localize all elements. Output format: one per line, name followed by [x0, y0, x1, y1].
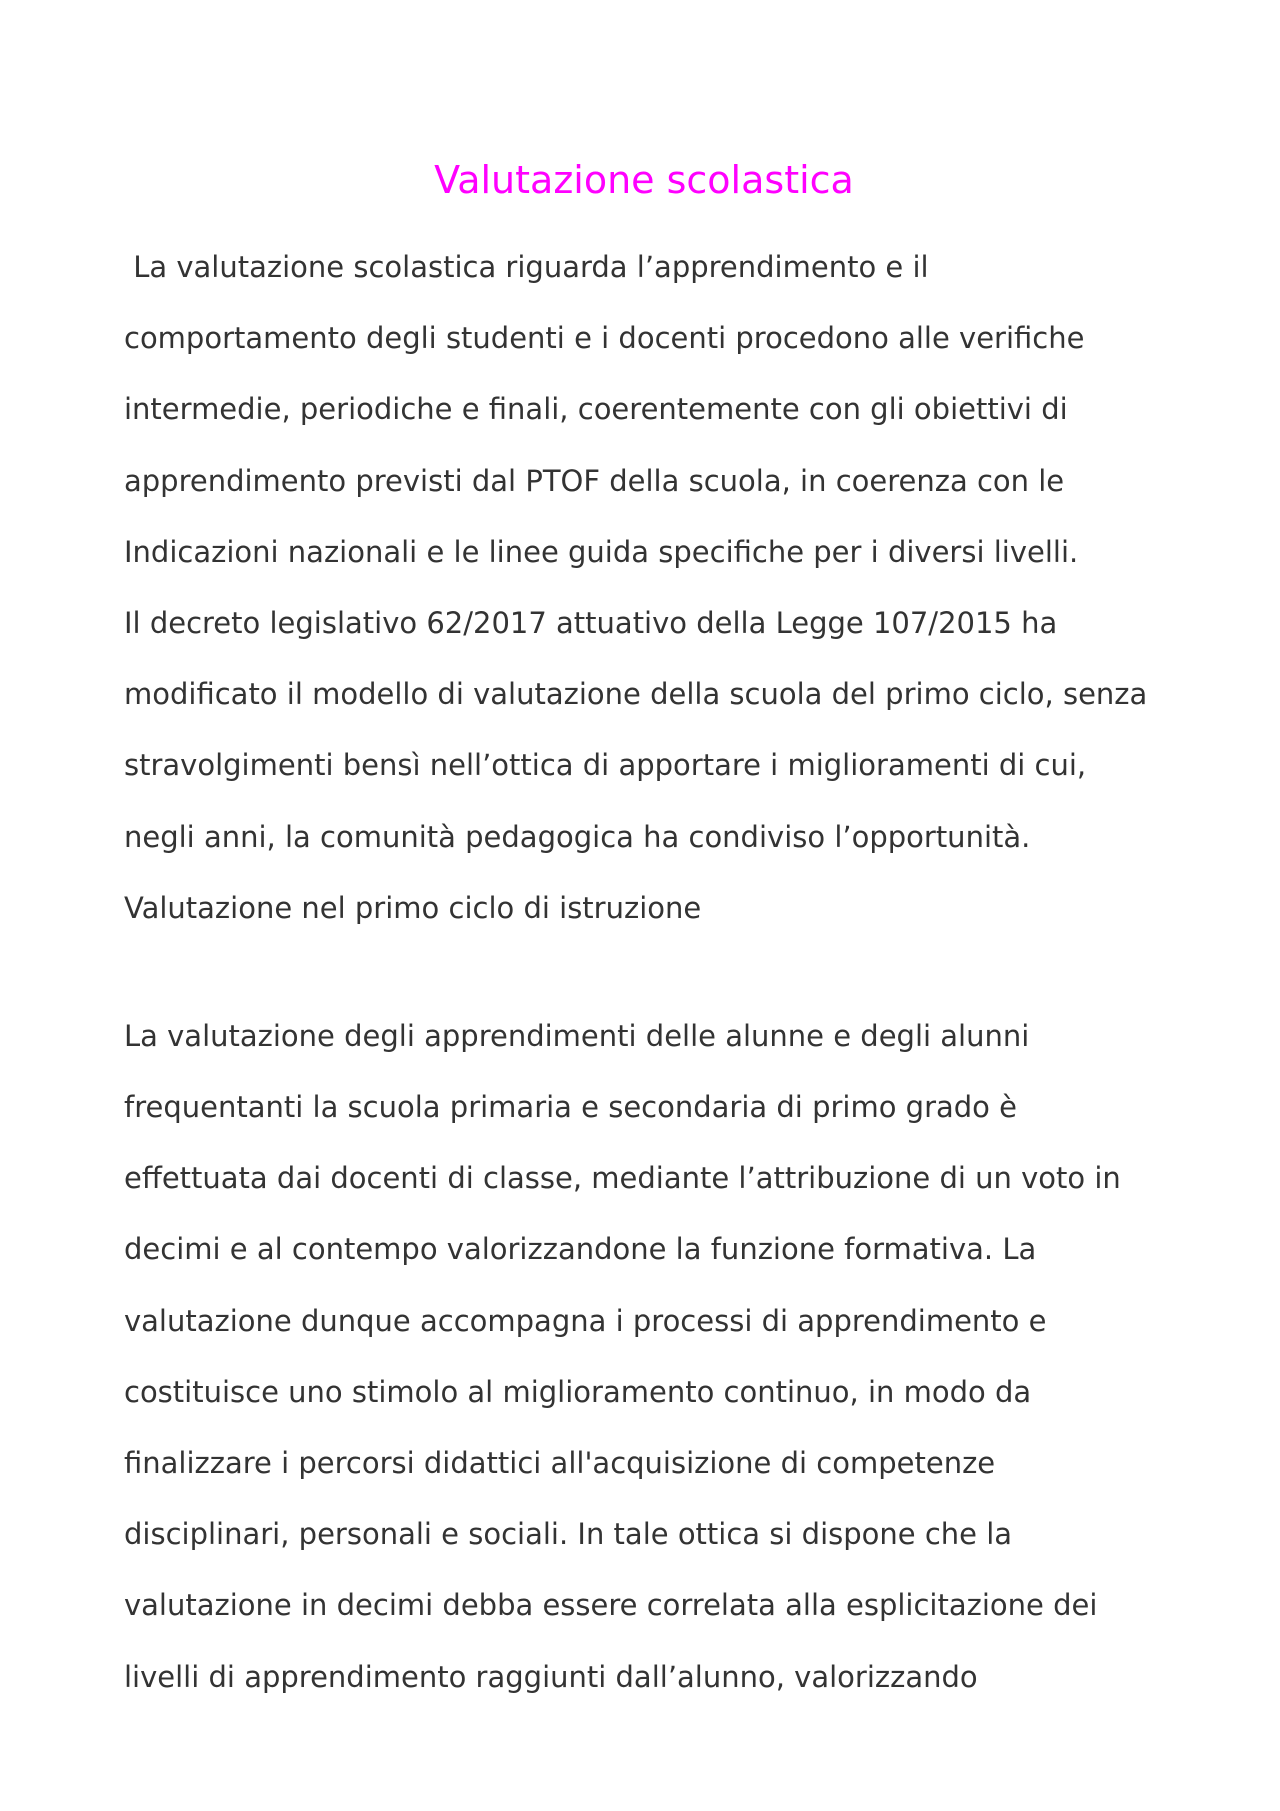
document-body	[124, 232, 1264, 1713]
text-line: negli anni, la comunità pedagogica ha condiviso l’opportunità.	[124, 819, 1031, 854]
text-line: Indicazioni nazionali e le linee guida specifiche per i diversi livelli.	[124, 534, 1079, 569]
text-line: Il decreto legislativo 62/2017 attuativo della Legge 107/2015 ha	[124, 605, 1058, 640]
text-line: intermedie, periodiche e finali, coerentemente con gli obiettivi di	[124, 392, 1068, 427]
text-line: costituisce uno stimolo al miglioramento continuo, in modo da	[124, 1374, 1032, 1409]
text-line: decimi e al contempo valorizzandone la funzione formativa. La	[124, 1232, 1037, 1267]
text-line: La valutazione degli apprendimenti delle alunne e degli alunni	[124, 1018, 1030, 1053]
paragraph-decree	[124, 588, 1264, 873]
text-line: La valutazione scolastica riguarda l’apprendimento e il	[124, 250, 929, 284]
text-line: finalizzare i percorsi didattici all'acquisizione di competenze	[124, 1446, 996, 1480]
text-line: disciplinari, personali e sociali. In tale ottica si dispone che la	[124, 1517, 1013, 1552]
text-line: effettuata dai docenti di classe, mediante l’attribuzione di un voto in	[124, 1161, 1121, 1196]
text-line: valutazione dunque accompagna i processi di apprendimento e	[124, 1303, 1047, 1338]
text-line: valutazione in decimi debba essere correlata alla esplicitazione dei	[124, 1588, 1098, 1623]
paragraph-intro	[124, 232, 1264, 588]
text-line: stravolgimenti bensì nell’ottica di apportare i miglioramenti di cui,	[124, 748, 1087, 783]
text-line: frequentanti la scuola primaria e secondaria di primo grado è	[124, 1090, 1017, 1125]
paragraph-evaluation	[124, 1001, 1264, 1713]
text-line: modificato il modello di valutazione della scuola del primo ciclo, senza	[124, 677, 1148, 712]
text-line: comportamento degli studenti e i docenti procedono alle verifiche	[124, 321, 1085, 356]
document-title: Valutazione scolastica	[434, 158, 854, 202]
text-line: apprendimento previsti dal PTOF della scuola, in coerenza con le	[124, 463, 1065, 498]
section-heading: Valutazione nel primo ciclo di istruzione	[124, 890, 702, 925]
text-line: livelli di apprendimento raggiunti dall’alunno, valorizzando	[124, 1659, 978, 1694]
